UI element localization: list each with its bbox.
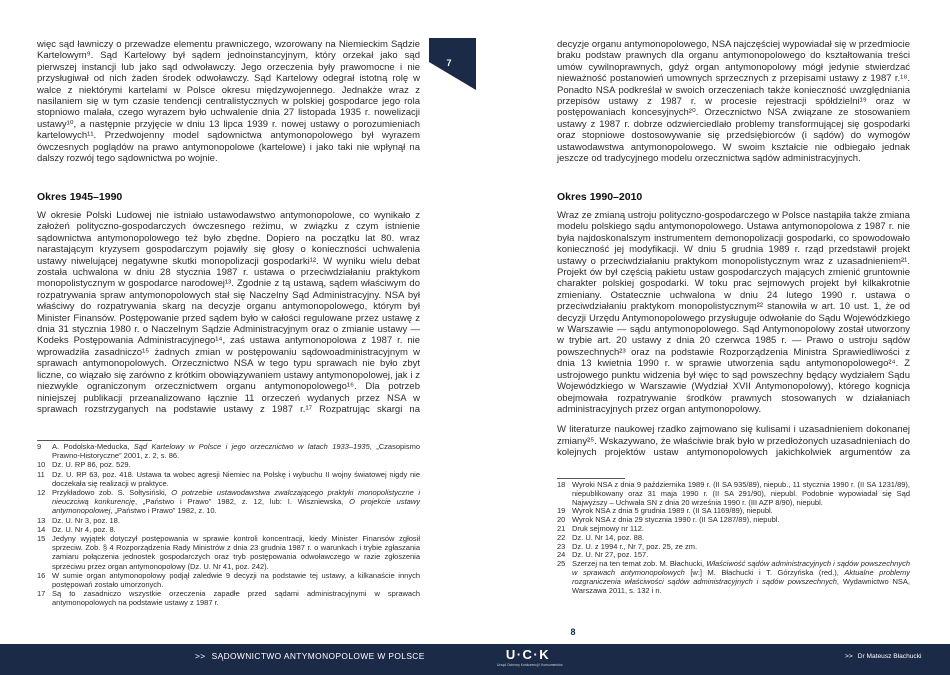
- footnote-separator: [37, 440, 152, 441]
- footnote: [37, 516, 420, 525]
- footnote: [37, 460, 420, 469]
- left-page-top-text: [37, 39, 420, 164]
- footer-publication: [195, 651, 425, 661]
- footnote-text: Jedyny wyjątek dotyczył postępowania w sprawie kontroli koncentracji, kiedy Minister Finansów zgłosił sprzeciw. Zob. § 4 Rozporządzenia Rady Ministrów z dnia 23 grudnia 1987 r. o warunkach i trybie zgłaszania zamiaru połączenia jednostek gospodarczych oraz tryb postępowania odwoławczego w razie zgłoszenia sprzeciwu przez organ antymonopolowy (Dz. U. Nr 41, poz. 242).: [52, 534, 420, 571]
- footnote-segment: , „Państwo i Prawo” 1982, z. 10.: [110, 506, 217, 516]
- right-page-number: 8: [570, 627, 576, 637]
- footnote-text: Wyrok NSA z dnia 29 stycznia 1990 r. (II SA 1287/89), niepubl.: [572, 515, 780, 525]
- footnote-text: Druk sejmowy nr 112.: [572, 523, 644, 533]
- footnote-segment: A. Podolska-Meducka,: [52, 442, 134, 451]
- footnote-text: [572, 560, 910, 595]
- left-footnotes: [37, 442, 420, 608]
- footnote-title: O projekcie ustawy antymonopolowej: [52, 497, 420, 516]
- footnote-number: 23: [557, 541, 566, 551]
- footnote-number: 22: [557, 532, 566, 542]
- left-page-number: 7: [446, 58, 452, 68]
- footnote-segment: Przykładowo zob. S. Sołtysiński,: [52, 488, 172, 498]
- author-name: Dr Mateusz Błachucki: [857, 653, 922, 660]
- paragraph: W literaturze naukowej rzadko zajmowano się kulisami i uzasadnieniem dokonanej zmiany²⁵. Wskazywano, że właściwie brak było w przedłożonych uzasadnieniach do kolejnych projektów ustaw antymonopolowych jakichkolwiek argumentów za: [557, 424, 910, 459]
- footnote: [37, 589, 420, 607]
- footnote: [557, 481, 910, 507]
- footnote-text: Dz. U. Nr 27, poz. 157.: [572, 550, 649, 560]
- footnote-segment: , Wydawnictwo NSA, Warszawa 2011, s. 132 i n.: [572, 576, 910, 595]
- footnote: [37, 442, 420, 460]
- publication-title: SĄDOWNICTWO ANTYMONOPOLOWE W POLSCE: [211, 651, 425, 661]
- footnote-number: 13: [37, 515, 46, 525]
- footnote-number: 21: [557, 523, 566, 533]
- footnote-number: 20: [557, 515, 566, 525]
- left-page-section: [37, 190, 420, 415]
- footnote: [37, 525, 420, 534]
- footnote-title: Właściwość sądów administracyjnych i sądów powszechnych w sprawach antymonopolowych: [572, 559, 910, 577]
- section-heading: Okres 1990–2010: [557, 191, 643, 203]
- footnote-number: 12: [37, 488, 46, 498]
- footnote-text: Dz. U. Nr 3, poz. 18.: [52, 515, 120, 525]
- publisher-logo: [497, 646, 563, 668]
- paragraph: więc sąd ławniczy o przewadze elementu prawniczego, wzorowany na Niemieckim Sądzie Kartelowym⁹. Sąd Kartelowy był sądem jednoinstancyjnym, który orzekał jako sąd pierwszej instancji lub jako sąd odwoławczy. Jego orzeczenia były prawomocne i nie przysługiwał od nich żaden środek odwoławczy. Sąd Kartelowy odegrał istotną rolę w walce z niektórymi kartelami w Polsce okresu międzywojennego. Jednakże wraz z nasilaniem się w tym czasie tendencji centralistycznych w polskiej gospodarce jego rola stopniowo malała, czego wyrazem było uchwalenie dnia 27 listopada 1935 r. nowelizacji ustawy¹⁰, a następnie przyjęcie w dniu 13 lipca 1939 r. nowej ustawy o porozumieniach kartelowych¹¹. Przedwojenny model sądownictwa antymonopolowego był wyrazem ówczesnych poglądów na prawo antymonopolowe (kartelowe) i jako taki nie wpłynął na dalszy rozwój tego sądownictwa po wojnie.: [37, 39, 420, 165]
- footnote-number: 24: [557, 550, 566, 560]
- footnote-separator: [557, 478, 625, 479]
- footnote-number: 25: [557, 559, 566, 569]
- page-number-marker: [428, 36, 478, 92]
- footnote-text: Dz. U. RP 63, poz. 418. Ustawa ta wobec agresji Niemiec na Polskę i wybuchu II wojny światowej nigdy nie doczekała się realizacji w praktyce.: [52, 469, 420, 488]
- footnote: [37, 488, 420, 516]
- logo-mark: U·C·K: [505, 647, 551, 662]
- footnote-number: 9: [37, 442, 42, 451]
- footnote: [37, 534, 420, 571]
- footnote-number: 19: [557, 506, 566, 516]
- footnote-number: 10: [37, 460, 46, 470]
- footnote-text: [52, 442, 420, 460]
- footnote-segment: , „Czasopismo Prawno-Historyczne” 2001, z. 2, s. 86.: [52, 442, 420, 461]
- footnote-number: 14: [37, 524, 46, 534]
- marker-shape: [429, 38, 476, 90]
- footnote: [37, 571, 420, 589]
- double-chevron-icon: >>: [195, 651, 206, 661]
- footnote-number: 11: [37, 469, 45, 479]
- footnote-title: Aktualne problemy rozgraniczenia właściwości sądów administracyjnych i sądów powszechnych: [572, 567, 910, 586]
- footnote: [557, 560, 910, 595]
- footer-bar: [0, 644, 950, 675]
- footer-author: [845, 653, 921, 660]
- footnote-title: Sąd Kartelowy w Polsce i jego orzecznictwo w latach 1933–1935: [133, 442, 370, 451]
- footnote-segment: , „Państwo i Prawo” 1982, z. 12, lub: I. Wiszniewska,: [134, 497, 350, 507]
- footnote-text: Są to zasadniczo wszystkie orzeczenia zapadłe przed sądami administracyjnymi w sprawach antymonopolowych na podstawie ustawy z 1987 r.: [52, 589, 420, 608]
- right-footnotes: [557, 481, 910, 595]
- footnote-number: 17: [37, 589, 46, 599]
- footnote-text: Dz. U. z 1994 r., Nr 7, poz. 25, ze zm.: [572, 541, 698, 551]
- footnote-text: Dz. U. Nr 14, poz. 88.: [572, 532, 645, 542]
- paragraph: W okresie Polski Ludowej nie istniało ustawodawstwo antymonopolowe, co wynikało z założeń polityczno-gospodarczych ówczesnego reżimu, w związku z czym istnienie sądownictwa antymonopolowego też było zbędne. Dopiero na początku lat 80. wraz narastającym kryzysem gospodarczym pojawiły się głosy o konieczności uchwalenia ustawy niwelującej negatywne skutki monopolizacji gospodarki¹². W wyniku wielu debat została uchwalona w dniu 28 stycznia 1987 r. ustawa o przeciwdziałaniu praktykom monopolistycznym w gospodarce narodowej¹³. Zgodnie z tą ustawą, sądem właściwym do rozpatrywania spraw antymonopolowych stał się Naczelny Sąd Administracyjny. NSA był właściwy do rozpatrywania skarg na decyzje organu antymonopolowego, którym był Minister Finansów. Postępowanie przed sądem było w całości regulowane przez ustawę z dnia 31 stycznia 1980 r. o Naczelnym Sądzie Administracyjnym oraz o zmianie ustawy — Kodeks Postępowania Administracyjnego¹⁴, zaś ustawa antymonopolowa z 1987 r. nie wprowadziła zasadniczo¹⁵ żadnych zmian w postępowaniu sądowoadministracyjnym w sprawach antymonopolowych. Orzecznictwo NSA w tego typu sprawach nie było zbyt liczne, co wiązało się zarówno z krótkim obowiązywaniem ustawy antymonopolowej, jak i z niezwykle ograniczonym orzecznictwem organu antymonopolowego¹⁶. Dla potrzeb niniejszej publikacji przeanalizowano łącznie 11 orzeczeń wydanych przez NSA w sprawach rozstrzyganych na podstawie ustawy z 1987 r.¹⁷ Rozpatrując skargi na: [37, 210, 420, 415]
- footnote-text: Wyroki NSA z dnia 9 października 1989 r. (II SA 935/89), niepub., 11 stycznia 1990 r. (II SA 1231/89), niepublikowany oraz 31 maja 1990 r. (II SA 291/90), niepubl. Podobnie wypowiadał się Sąd Najwyższy – Uchwała SN z dnia 20 września 1990 r. (III AZP 8/90), niepubl.: [572, 480, 910, 507]
- footnote-text: Wyrok NSA z dnia 5 grudnia 1989 r. (II SA 1169/89), niepubl.: [572, 506, 773, 516]
- paragraph: decyzje organu antymonopolowego, NSA najczęściej wypowiadał się w przedmiocie braku podstaw prawnych dla organu antymonopolowego do kształtowania treści umów cywilnoprawnych, gdyż organ antymonopolowy mógł jedynie stwierdzać nieważność postanowień umownych sprzecznych z przepisami ustawy z 1987 r.¹⁸. Ponadto NSA podkreślał w swoich orzeczeniach także konieczność uwzględniania przepisów ustawy z 1987 r. w procesie rejestracji spółdzielni¹⁹ oraz w postępowaniach koncesyjnych²⁰. Orzecznictwo NSA związane ze stosowaniem ustawy z 1987 r. dobrze odzwierciedlało problemy transformującej się gospodarki oraz stopniowe dostosowywanie się przedsiębiorców (i sądów) do wymogów ustawodawstwa antymonopolowego. W swoim kształcie nie odbiegało jednak jeszcze od tradycyjnego modelu orzecznictwa sądów administracyjnych.: [557, 39, 910, 165]
- footnote-title: O potrzebie ustawodawstwa zwalczającego praktyki monopolistyczne i nieuczciwą konkurencję: [52, 488, 420, 507]
- right-page-section: [557, 190, 910, 459]
- footnote-text: [52, 488, 420, 516]
- footnote-text: W sumie organ antymonopolowy podjął zaledwie 9 decyzji na podstawie tej ustawy, a kilkanaście innych postępowań zostało umorzonych.: [52, 570, 420, 590]
- logo-tagline: Urząd Ochrony Konkurencji i Konsumentów: [497, 663, 563, 667]
- footnote-segment: Szerzej na ten temat zob. M. Błachucki,: [572, 559, 707, 569]
- double-chevron-icon: >>: [845, 653, 853, 660]
- section-heading: Okres 1945–1990: [37, 191, 123, 203]
- footnote-number: 15: [37, 534, 46, 544]
- footnote-text: Dz. U. Nr 4, poz. 8.: [52, 524, 116, 534]
- right-page-top-text: [557, 39, 910, 164]
- footnote-number: 16: [37, 570, 46, 580]
- paragraph: Wraz ze zmianą ustroju polityczno-gospodarczego w Polsce nastąpiła także zmiana modelu polskiego sądu antymonopolowego. Ustawa antymonopolowa z 1987 r. nie była najdoskonalszym instrumentem demonopolizacji gospodarki, co spowodowało konieczność jej modyfikacji. W dniu 5 grudnia 1989 r. rząd przedstawił projekt ustawy o przeciwdziałaniu praktykom monopolistycznym wraz z uzasadnieniem²¹. Projekt ów był częścią pakietu ustaw gospodarczych mających zmienić gruntownie charakter polskiej gospodarki. W toku prac sejmowych projekt był kilkakrotnie zmieniany. Ostatecznie uchwalona w dniu 24 lutego 1990 r. ustawa o przeciwdziałaniu praktykom monopolistycznym²² stanowiła w art. 10 ust. 1, że od decyzji Urzędu Antymonopolowego przysługuje odwołanie do Sądu Wojewódzkiego w Warszawie — sądu antymonopolowego. Sąd Antymonopolowy został utworzony w trybie art. 20 ustawy z dnia 20 czerwca 1985 r. — Prawo o ustroju sądów powszechnych²³ oraz na podstawie Rozporządzenia Ministra Sprawiedliwości z dnia 13 kwietnia 1990 r. w sprawie utworzenia sądu antymonopolowego²⁴. Z ustrojowego punktu widzenia był więc to sąd powszechny będący wydziałem Sądu Wojewódzkiego w Warszawie (Wydział XVII Antymonopolowy), którego kognicja obejmowała rozpatrywanie środków prawnych stosowanych w działaniach administracyjnych przez organ antymonopolowy.: [557, 210, 910, 415]
- footnote-text: Dz. U. RP 86, poz. 529.: [52, 460, 131, 470]
- footnote-segment: [w:] M. Błachucki i T. Górzyńska (red.),: [684, 567, 845, 577]
- footnote: [37, 470, 420, 488]
- footnote-number: 18: [557, 480, 566, 489]
